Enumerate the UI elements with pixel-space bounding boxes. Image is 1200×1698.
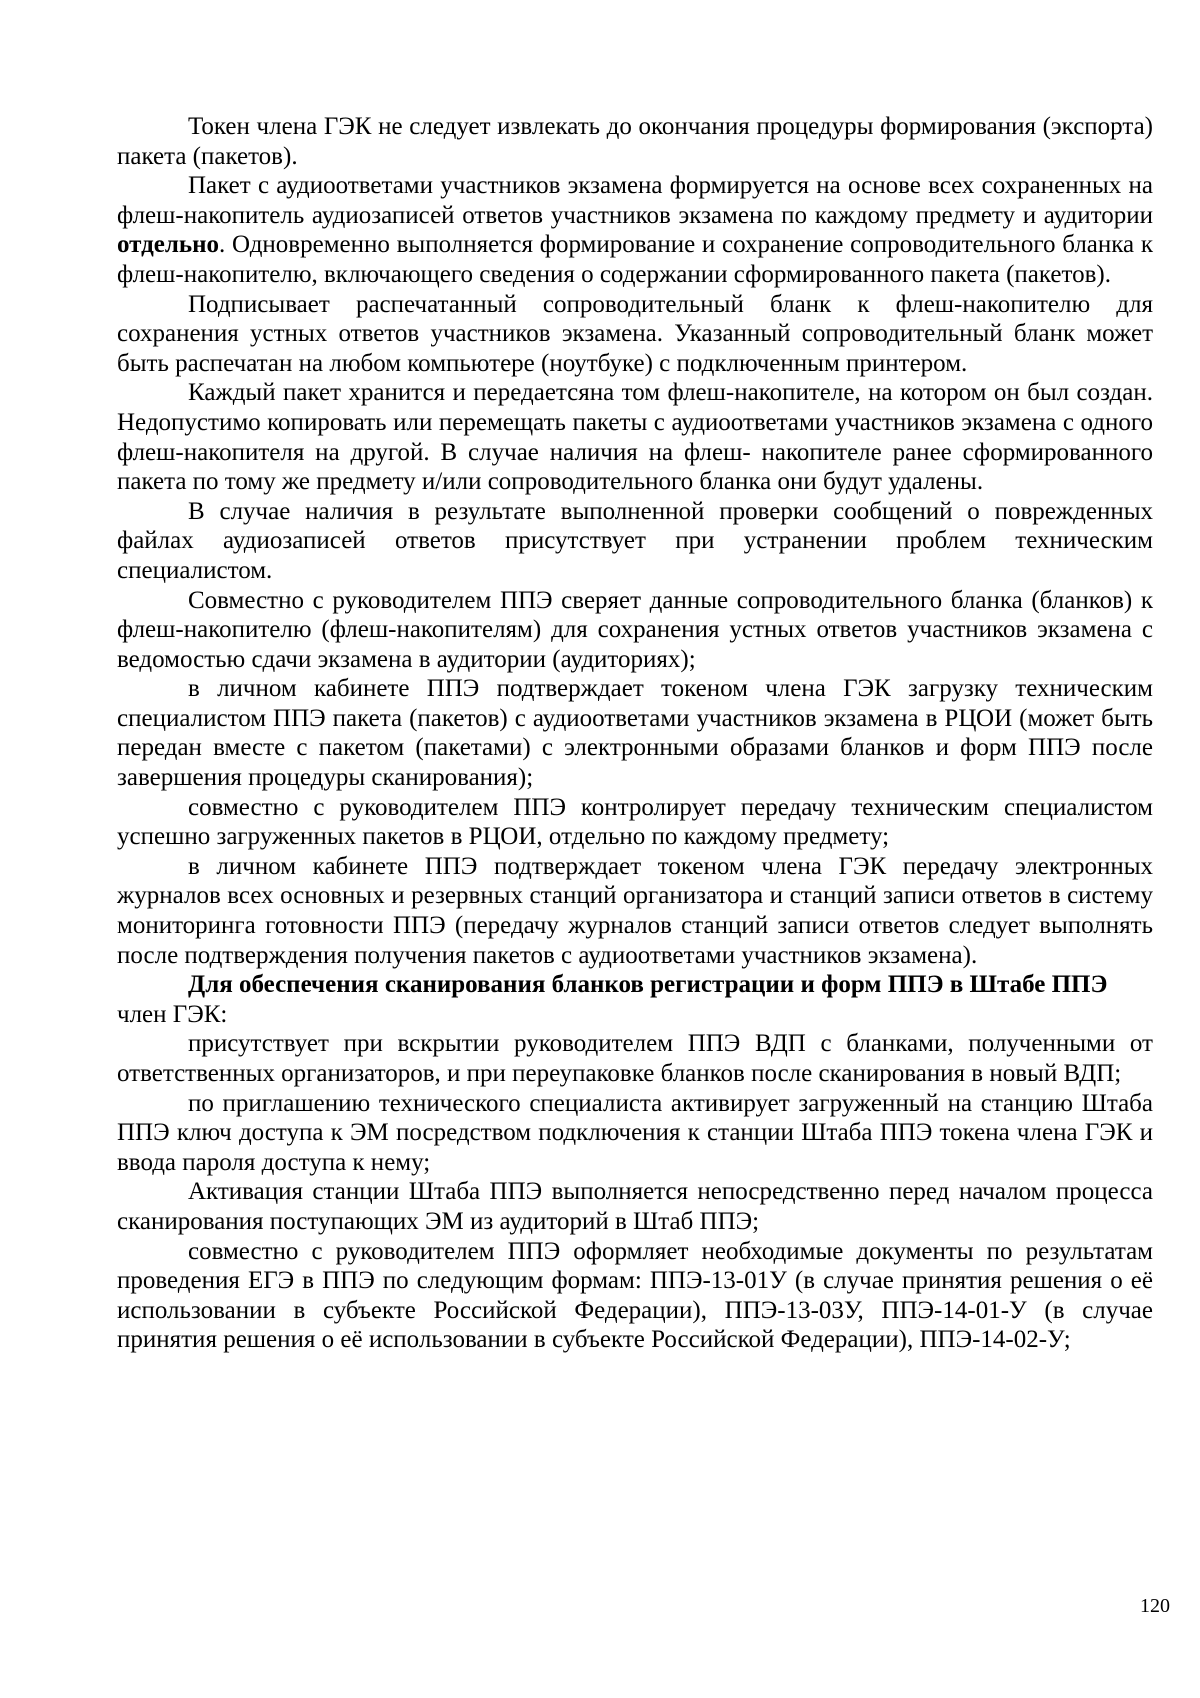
paragraph-package-storage: Каждый пакет хранится и передаетсяна том флеш-накопителе, на котором он был создан. Недопустимо копировать или перемещать пакеты с аудиоответами участников экзамена с одного флеш-накопителя на другой. В случае наличия на флеш- накопителе ранее сформированного пакета по тому же предмету и/или сопроводительного бланка они будут удалены. (117, 379, 1153, 496)
paragraph-audio-package-text-c: . Одновременно выполняется формирование и сохранение сопроводительного бланка к флеш-накопителю, включающего сведения о содержании сформированного пакета (пакетов). (117, 231, 1153, 288)
paragraph-gek-member: член ГЭК: (117, 1000, 228, 1028)
paragraph-audio-package-text-a: Пакет с аудиоответами участников экзамена формируется на основе всех сохраненных на флеш-накопитель аудиозаписей ответов участников экзамена по каждому предмету и аудитории (117, 172, 1153, 229)
paragraph-damaged-files: В случае наличия в результате выполненной проверки сообщений о поврежденных файлах аудиозаписей ответов присутствует при устранении проблем техническим специалистом. (117, 497, 1153, 584)
paragraph-control-transfer: совместно с руководителем ППЭ контролирует передачу техническим специалистом успешно загруженных пакетов в РЦОИ, отдельно по каждому предмету; (117, 793, 1153, 851)
paragraph-audio-package (117, 171, 1153, 289)
paragraph-confirm-journals: в личном кабинете ППЭ подтверждает токеном члена ГЭК передачу электронных журналов всех основных и резервных станций организатора и станций записи ответов в систему мониторинга готовности ППЭ (передачу журналов станций записи ответов следует выполнять после подтверждения получения пакетов с аудиоответами участников экзамена). (117, 852, 1153, 969)
paragraph-activates-key: по приглашению технического специалиста активирует загруженный на станцию Штаба ППЭ ключ доступа к ЭМ посредством подключения к станции Штаба ППЭ токена члена ГЭК и ввода пароля доступа к нему; (117, 1089, 1153, 1176)
emphasis-separately: отдельно (117, 231, 220, 259)
paragraph-signs-form: Подписывает распечатанный сопроводительный бланк к флеш-накопителю для сохранения устных ответов участников экзамена. Указанный сопроводительный бланк может быть распечатан на любом компьютере (ноутбуке) с подключенным принтером. (117, 290, 1153, 377)
paragraph-reconcile-data: Совместно с руководителем ППЭ сверяет данные сопроводительного бланка (бланков) к флеш-накопителю (флеш-накопителям) для сохранения устных ответов участников экзамена с ведомостью сдачи экзамена в аудитории (аудиториях); (117, 586, 1153, 673)
paragraph-documents-forms: совместно с руководителем ППЭ оформляет необходимые документы по результатам проведения ЕГЭ в ППЭ по следующим формам: ППЭ-13-01У (в случае принятия решения о её использовании в субъекте Российской Федерации), ППЭ-13-03У, ППЭ-14-01-У (в случае принятия решения о её использовании в субъекте Российской Федерации), ППЭ-14-02-У; (117, 1237, 1153, 1354)
section-heading-scanning (117, 970, 1153, 1000)
paragraph-activation-timing: Активация станции Штаба ППЭ выполняется непосредственно перед началом процесса сканирования поступающих ЭМ из аудиторий в Штаб ППЭ; (117, 1178, 1153, 1235)
paragraph-attends-opening: присутствует при вскрытии руководителем ППЭ ВДП с бланками, полученными от ответственных организаторов, и при переупаковке бланков после сканирования в новый ВДП; (117, 1030, 1153, 1087)
document-body (117, 112, 1153, 1355)
section-heading-scanning-bold: Для обеспечения сканирования бланков регистрации и форм ППЭ в Штабе ППЭ (188, 971, 1108, 999)
paragraph-token-removal: Токен члена ГЭК не следует извлекать до окончания процедуры формирования (экспорта) пакета (пакетов). (117, 113, 1153, 170)
paragraph-confirm-upload: в личном кабинете ППЭ подтверждает токеном члена ГЭК загрузку техническим специалистом ППЭ пакета (пакетов) с аудиоответами участников экзамена в РЦОИ (может быть передан вместе с пакетом (пакетами) с электронными образами бланков и форм ППЭ после завершения процедуры сканирования); (117, 675, 1153, 792)
page-number: 120 (1140, 1595, 1170, 1617)
